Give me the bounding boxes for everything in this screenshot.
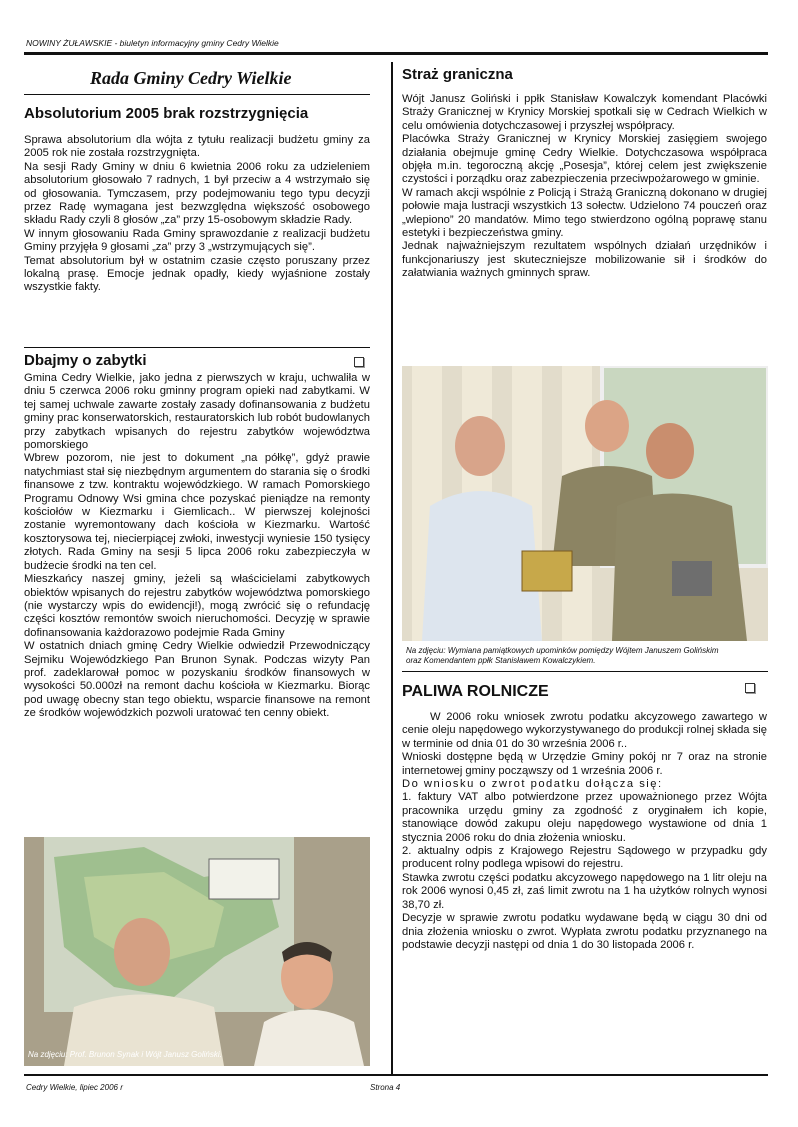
paragraph: Do wniosku o zwrot podatku dołącza się:: [402, 778, 663, 791]
paragraph: 2. aktualny odpis z Krajowego Rejestru Sądowego w przypadku gdy producent rolny podlega wpisowi do rejestru.: [402, 845, 767, 871]
footer-date: Cedry Wielkie, lipiec 2006 r: [26, 1083, 123, 1092]
paragraph: Temat absolutorium był w ostatnim czasie często poruszany przez lokalną prasę. Emocje jednak opadły, kiedy wyjaśnione zostały wszystkie fakty.: [24, 254, 370, 294]
article-absolutorium: [24, 105, 370, 295]
paragraph: W innym głosowaniu Rada Gminy sprawozdanie z realizacji budżetu Gminy przyjęła 9 głosami „za” przy 3 „wstrzymujących się”.: [24, 227, 370, 254]
article-title: PALIWA ROLNICZE: [402, 683, 549, 700]
paragraph: W ramach akcji wspólnie z Policją i Strażą Graniczną dokonano w drugiej połowie maja lustracji wszystkich 13 sołectw. Udzielono 74 pouczeń oraz „wlepiono” 20 mandatów. Mimo tego stwierdzono ogólną poprawę stanu estetyki i bezpieczeństwa gminy.: [402, 186, 767, 240]
article-zabytki: [24, 352, 370, 721]
column-divider: [391, 62, 393, 1075]
paragraph: Wnioski dostępne będą w Urzędzie Gminy pokój nr 7 oraz na stronie internetowej gminy począwszy od 1 września 2006 r.: [402, 751, 767, 777]
photo-synak-golinski: [24, 837, 370, 1066]
article-title: Straż graniczna: [402, 66, 513, 83]
paragraph: W ostatnich dniach gminę Cedry Wielkie odwiedził Przewodniczący Sejmiku Wojewódzkiego Pan Brunon Synak. Podczas wizyty Pan prof. zadeklarował pomoc w pozyskaniu środków finansowych w wysokości 50.000zł na remont dachu kościoła w Kiezmarku. Biorąc pod uwagę obecny stan tego obiektu, wsparcie finansowe na remont ze środków wojewódzkich pozwoli uratować ten cenny obiekt.: [24, 640, 370, 720]
paragraph: Na sesji Rady Gminy w dniu 6 kwietnia 2006 roku za udzieleniem absolutorium głosowało 7 radnych, 1 był przeciw a 4 wstrzymało się od głosowania. Tymczasem, przy podejmowaniu tego typu decyzji przez Radę wymagana jest bezwzględna większość osobowego składu Rady czyli 8 głosów „za” przy 15-osobowym składzie Rady.: [24, 160, 370, 227]
running-header: NOWINY ŻUŁAWSKIE - biuletyn informacyjny gminy Cedry Wielkie: [26, 38, 279, 48]
paragraph: Wójt Janusz Goliński i ppłk Stanisław Kowalczyk komendant Placówki Straży Granicznej w Krynicy Morskiej spotkali się w Cedrach Wielkich w celu omówienia dotychczasowej i przyszłej współpracy.: [402, 93, 767, 132]
paragraph: Decyzje w sprawie zwrotu podatku wydawane będą w ciągu 30 dni od dnia złożenia wniosku o zwrot. Wypłata zwrotu podatku przyznanego na podstawie decyzji następi od dnia 1 do 30 listopada 2006 r.: [402, 912, 767, 951]
square-icon: [354, 357, 364, 367]
paragraph: Gmina Cedry Wielkie, jako jedna z pierwszych w kraju, uchwaliła w dniu 5 czerwca 2006 roku gminny program opieki nad zabytkami. W tej samej uchwale zawarte zostały zasady dofinansowania z budżetu gminy prac konserwatorskich, restauratorskich lub robót budowlanych przy zabytkach wpisanych do rejestru zabytków województwa pomorskiego: [24, 372, 370, 452]
paragraph: Sprawa absolutorium dla wójta z tytułu realizacji budżetu gminy za 2005 rok nie została rozstrzygnięta.: [24, 134, 370, 160]
article-straz: [402, 66, 767, 281]
section-title-text: Rada Gminy Cedry Wielkie: [90, 68, 292, 88]
photo-caption-block: [406, 646, 768, 666]
bottom-rule: [24, 1074, 768, 1076]
article-paliwa: [402, 683, 767, 952]
page-number: Strona 4: [370, 1083, 401, 1092]
photo-border-guard: [402, 366, 768, 641]
article-rule: [24, 347, 370, 348]
section-rule: [24, 94, 370, 95]
photo-caption: Na zdjęciu: Wymiana pamiątkowych upominków pomiędzy Wójtem Januszem Golińskim: [406, 646, 719, 655]
photo-caption: oraz Komendantem ppłk Stanisławem Kowalczykiem.: [406, 656, 596, 665]
square-icon: [745, 683, 755, 693]
photo-caption: Na zdjęciu: Prof. Brunon Synak i Wójt Janusz Goliński.: [28, 1050, 222, 1059]
paragraph: Placówka Straży Granicznej w Krynicy Morskiej zasięgiem swojego działania obejmuje gminę Cedry Wielkie. Dotychczasowa współpraca objęła m.in. tegoroczną akcję „Posesja”, której celem jest zwiększenie czystości i porządku oraz zabezpieczenia przeciwpożarowego w gminie.: [402, 133, 767, 186]
article-rule: [402, 671, 768, 672]
paragraph: Stawka zwrotu części podatku akcyzowego napędowego na 1 litr oleju na rok 2006 wynosi 0,45 zł, zaś limit zwrotu na 1 ha użytków rolnych wynosi 38,70 zł.: [402, 871, 767, 911]
section-title: [90, 68, 292, 89]
paragraph: 1. faktury VAT albo potwierdzone przez upoważnionego przez Wójta pracownika urzędu gminy za zgodność z oryginałem ich kopie, stanowiące dowód zakupu oleju napędowego wystawione od dnia 1 stycznia 2006 roku do dnia złożenia wniosku.: [402, 791, 767, 844]
top-rule: [24, 52, 768, 55]
article-title: Absolutorium 2005 brak rozstrzygnięcia: [24, 105, 309, 122]
article-title: Dbajmy o zabytki: [24, 352, 147, 369]
paragraph: Mieszkańcy naszej gminy, jeżeli są właścicielami zabytkowych obiektów wpisanych do rejestru zabytków województwa pomorskiego (nie wystarczy wpis do ewidencji!), mogą zwrócić się o refundację części kosztów remontów swoich nieruchomości. Decyzję w sprawie dofinansowania każdorazowo podejmie Rada Gminy: [24, 573, 370, 639]
paragraph: Jednak najważniejszym rezultatem wspólnych działań urzędników i funkcjonariuszy jest skuteczniejsze mobilizowanie sił i środków do załatwiania ważnych gminnych spraw.: [402, 240, 767, 280]
paragraph: Wbrew pozorom, nie jest to dokument „na półkę”, gdyż prawie natychmiast stał się niezbędnym argumentem do starania się o środki finansowe z tzw. kontraktu wojewódzkiego. W ramach Pomorskiego Programu Odnowy Wsi gmina chce pozyskać pieniądze na remonty kościołów w Kiezmarku i Giemlicach.. W pierwszej kolejności zostanie wyremontowany dach kościoła w Kiezmarku. Wartość kosztorysowa tej, niecierpiącej zwłoki, inwestycji wyniesie 150 tysięcy złotych. Rada Gminy na sesji 5 lipca 2006 roku zabezpieczyła w budżecie środki na ten cel.: [24, 452, 370, 572]
paragraph: W 2006 roku wniosek zwrotu podatku akcyzowego zawartego w cenie oleju napędowego wykorzystywanego do produkcji rolnej składa się w terminie od dnia 01 do 30 września 2006 r..: [402, 711, 767, 750]
